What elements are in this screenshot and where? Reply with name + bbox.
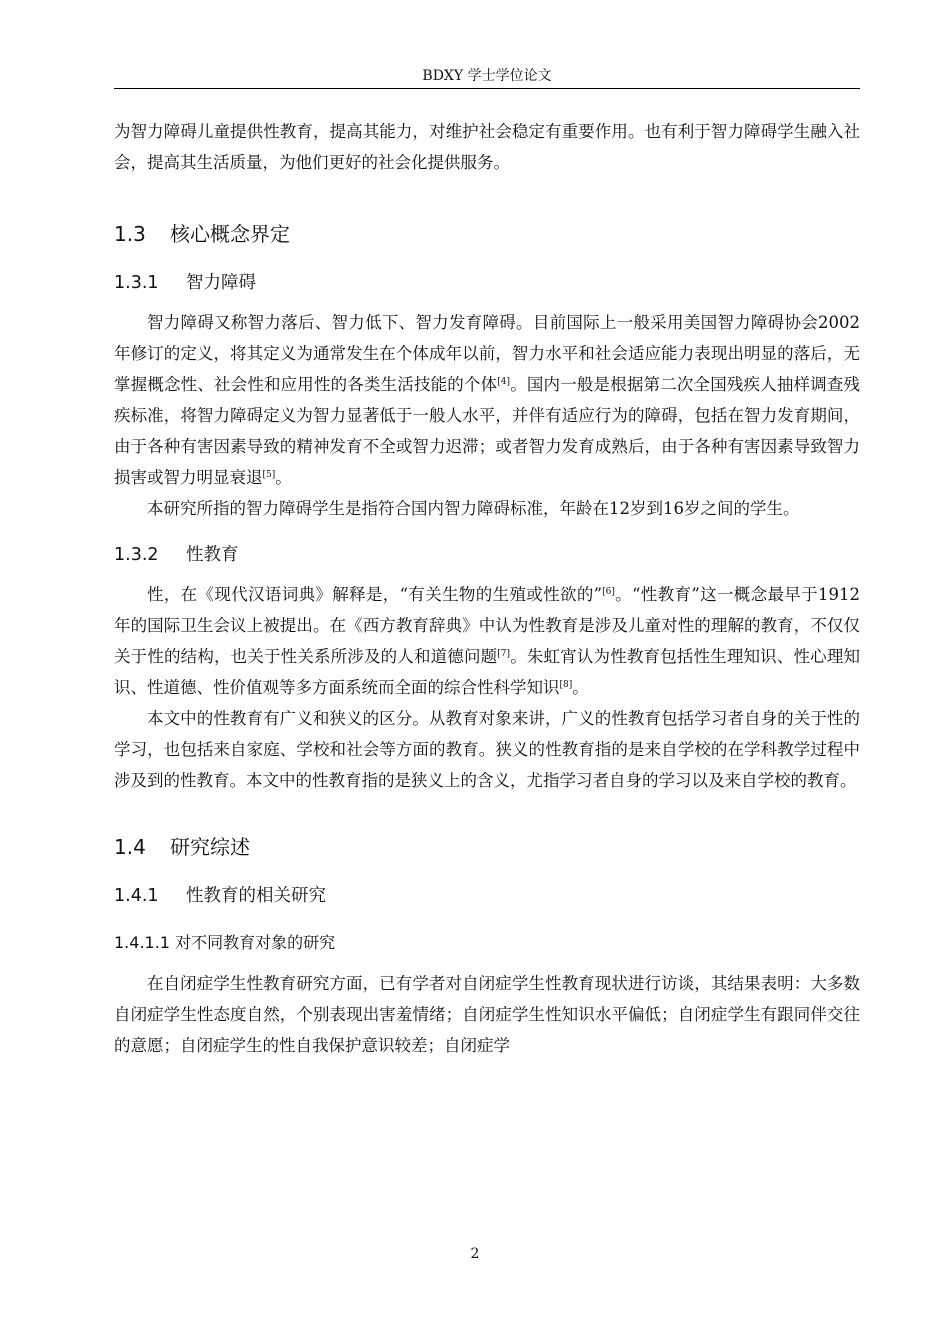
- heading-1-4-1-1: 1.4.1.1 对不同教育对象的研究: [114, 933, 336, 952]
- text-run: 。国内一般是根据第二次全国残疾人抽样调查残疾标准，将智力障碍定义为智力显著低于一般人水平，并伴有适应行为的障碍，包括在智力发育期间，由于各种有害因素导致的精神发育不全或智力迟滞；或者智力发育成熟后，由于各种有害因素导致智力损害或智力明显衰退: [114, 375, 861, 487]
- heading-title: 核心概念界定: [170, 222, 290, 246]
- text-run: 智力障碍又称智力落后、智力低下、智力发育障碍。目前国际上一般采用美国智力障碍协会2002年修订的定义，将其定义为通常发生在个体成年以前，智力水平和社会适应能力表现出明显的落后，无掌握概念性、社会性和应用性的各类生活技能的个体: [114, 313, 860, 394]
- heading-number: 1.3.2: [114, 545, 159, 565]
- citation: [8]: [559, 680, 573, 690]
- text-run: 。: [572, 678, 589, 697]
- citation: [6]: [602, 587, 615, 597]
- text-run: 。朱虹宵认为性教育包括性生理知识、性心理知识、性道德、性价值观等多方面系统而全面的综合性科学知识: [114, 647, 861, 697]
- paragraph-autism-research: 在自闭症学生性教育研究方面，已有学者对自闭症学生性教育现状进行访谈，其结果表明：大多数自闭症学生性态度自然，个别表现出害羞情绪；自闭症学生性知识水平偏低；自闭症学生有跟同伴交往的意愿；自闭症学生的性自我保护意识较差；自闭症学: [114, 974, 860, 1055]
- citation: [4]: [497, 377, 511, 387]
- text-run: 。“性教育”这一概念最早于1912年的国际卫生会议上被提出。在《西方教育辞典》中认为性教育是涉及儿童对性的理解的教育，不仅仅关于性的结构，也关于性关系所涉及的人和道德问题: [114, 585, 860, 666]
- paragraph-sex-education-definition: [114, 579, 860, 703]
- page-content: [114, 116, 860, 1061]
- heading-1-3: [114, 219, 860, 249]
- intro-paragraph: 为智力障碍儿童提供性教育，提高其能力，对维护社会稳定有重要作用。也有利于智力障碍学生融入社会，提高其生活质量，为他们更好的社会化提供服务。: [114, 122, 860, 172]
- heading-number: 1.4: [114, 835, 146, 859]
- page-number: 2: [470, 1246, 480, 1262]
- citation: [5]: [262, 470, 276, 480]
- heading-1-4: [114, 832, 860, 862]
- text-run: 。: [275, 468, 292, 487]
- heading-title: 性教育: [186, 545, 239, 565]
- heading-title: 研究综述: [170, 835, 250, 859]
- heading-number: 1.4.1: [114, 886, 159, 906]
- paragraph-broad-narrow-sense: 本文中的性教育有广义和狭义的区分。从教育对象来讲，广义的性教育包括学习者自身的关于性的学习，也包括来自家庭、学校和社会等方面的教育。狭义的性教育指的是来自学校的在学科教学过程中涉及到的性教育。本文中的性教育指的是狭义上的含义，尤指学习者自身的学习以及来自学校的教育。: [114, 709, 860, 790]
- paragraph-study-scope: 本研究所指的智力障碍学生是指符合国内智力障碍标准，年龄在12岁到16岁之间的学生。: [147, 499, 800, 518]
- heading-1-4-1: [114, 882, 860, 910]
- heading-number: 1.3.1: [114, 273, 159, 293]
- paragraph-intellectual-disability-definition: [114, 307, 860, 493]
- heading-title: 智力障碍: [186, 273, 256, 293]
- heading-title: 性教育的相关研究: [186, 886, 326, 906]
- heading-1-3-2: [114, 541, 860, 569]
- citation: [7]: [497, 649, 511, 659]
- running-header: BDXY 学士学位论文: [422, 68, 552, 84]
- text-run: 性，在《现代汉语词典》解释是，“有关生物的生殖或性欲的”: [147, 585, 603, 604]
- heading-number: 1.3: [114, 222, 146, 246]
- header-rule: [114, 88, 860, 89]
- heading-1-3-1: [114, 269, 860, 297]
